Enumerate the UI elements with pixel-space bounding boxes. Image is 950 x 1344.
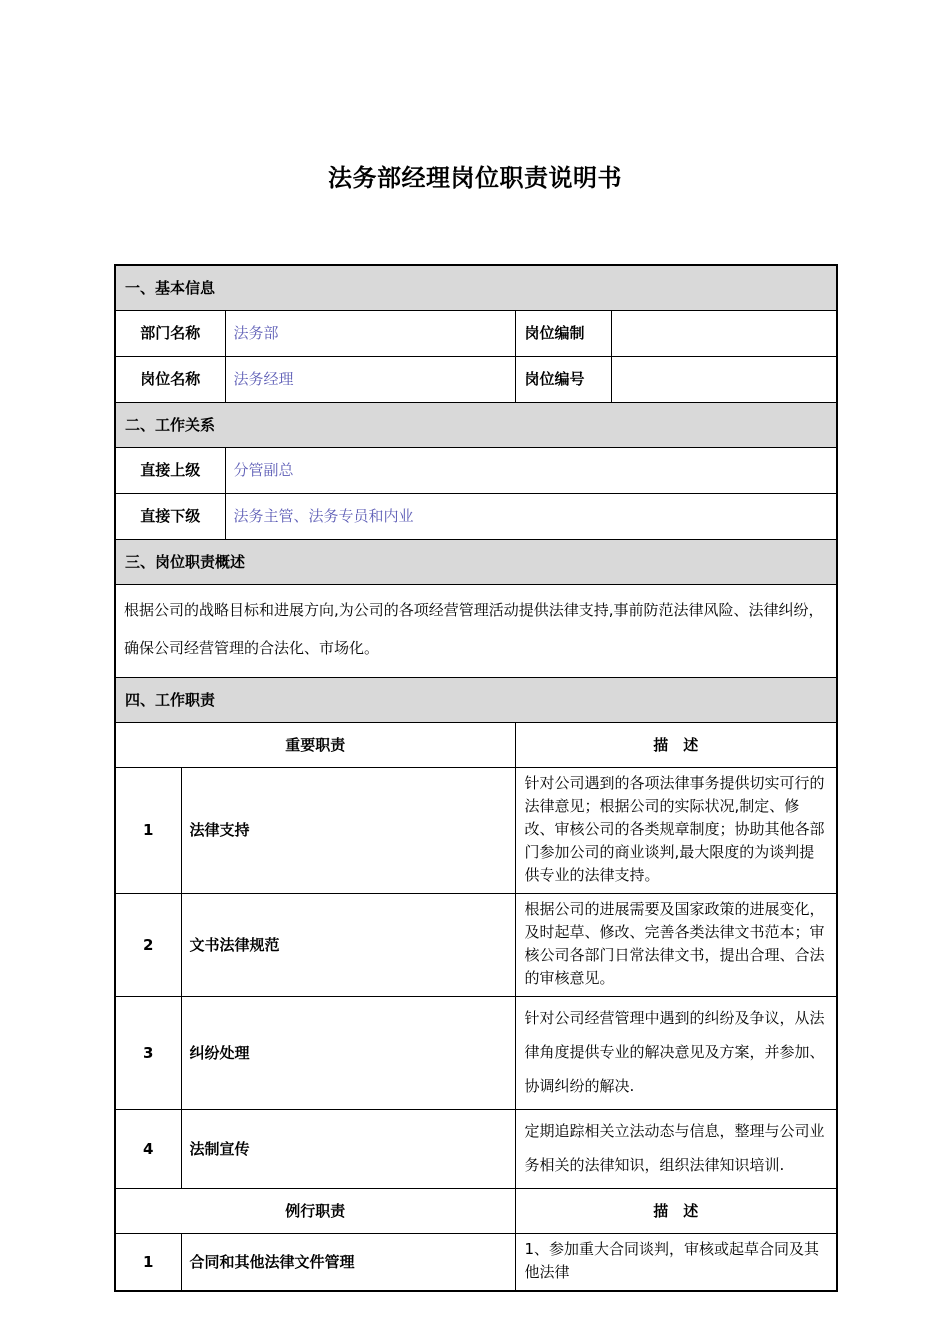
dept-label: 部门名称 [115,311,225,357]
duty-number: 1 [115,768,181,894]
duty-description: 1、参加重大合同谈判，审核或起草合同及其他法律 [515,1234,837,1292]
duty-name: 法制宣传 [181,1110,515,1189]
description-header: 描 述 [515,723,837,768]
important-duties-header: 重要职责 [115,723,515,768]
section-duties: 四、工作职责 [115,678,837,723]
section-header-row [115,265,837,311]
section-header-row [115,403,837,448]
description-header: 描 述 [515,1189,837,1234]
page-title: 法务部经理岗位职责说明书 [328,164,622,192]
table-row [115,1110,837,1189]
section-summary: 三、岗位职责概述 [115,540,837,585]
duty-number: 3 [115,997,181,1110]
position-value: 法务经理 [225,357,515,403]
superior-value: 分管副总 [225,448,837,494]
table-row [115,768,837,894]
duty-description: 定期追踪相关立法动态与信息，整理与公司业务相关的法律知识，组织法律知识培训. [515,1110,837,1189]
position-label: 岗位名称 [115,357,225,403]
subordinate-label: 直接下级 [115,494,225,540]
duty-name: 纠纷处理 [181,997,515,1110]
section-header-row [115,540,837,585]
duty-description: 针对公司经营管理中遇到的纠纷及争议，从法律角度提供专业的解决意见及方案，并参加、协调纠纷的解决. [515,997,837,1110]
table-row [115,311,837,357]
table-row [115,357,837,403]
section-header-row [115,678,837,723]
dept-value: 法务部 [225,311,515,357]
table-header-row [115,1189,837,1234]
headcount-value [611,311,837,357]
duty-number: 4 [115,1110,181,1189]
section-basic-info: 一、基本信息 [115,265,837,311]
table-row [115,997,837,1110]
position-no-value [611,357,837,403]
section-work-relations: 二、工作关系 [115,403,837,448]
table-row [115,448,837,494]
headcount-label: 岗位编制 [515,311,611,357]
table-header-row [115,723,837,768]
duty-number: 1 [115,1234,181,1292]
job-description-table [114,264,838,1292]
duty-number: 2 [115,894,181,997]
duty-name: 文书法律规范 [181,894,515,997]
routine-duties-header: 例行职责 [115,1189,515,1234]
subordinate-value: 法务主管、法务专员和内业 [225,494,837,540]
table-row [115,1234,837,1292]
position-no-label: 岗位编号 [515,357,611,403]
table-row [115,585,837,678]
superior-label: 直接上级 [115,448,225,494]
summary-text: 根据公司的战略目标和进展方向,为公司的各项经营管理活动提供法律支持,事前防范法律风险、法律纠纷，确保公司经营管理的合法化、市场化。 [115,585,837,678]
table-row [115,894,837,997]
table-row [115,494,837,540]
duty-description: 针对公司遇到的各项法律事务提供切实可行的法律意见；根据公司的实际状况,制定、修改、审核公司的各类规章制度；协助其他各部门参加公司的商业谈判,最大限度的为谈判提供专业的法律支持。 [515,768,837,894]
duty-description: 根据公司的进展需要及国家政策的进展变化，及时起草、修改、完善各类法律文书范本；审核公司各部门日常法律文书，提出合理、合法的审核意见。 [515,894,837,997]
duty-name: 法律支持 [181,768,515,894]
duty-name: 合同和其他法律文件管理 [181,1234,515,1292]
